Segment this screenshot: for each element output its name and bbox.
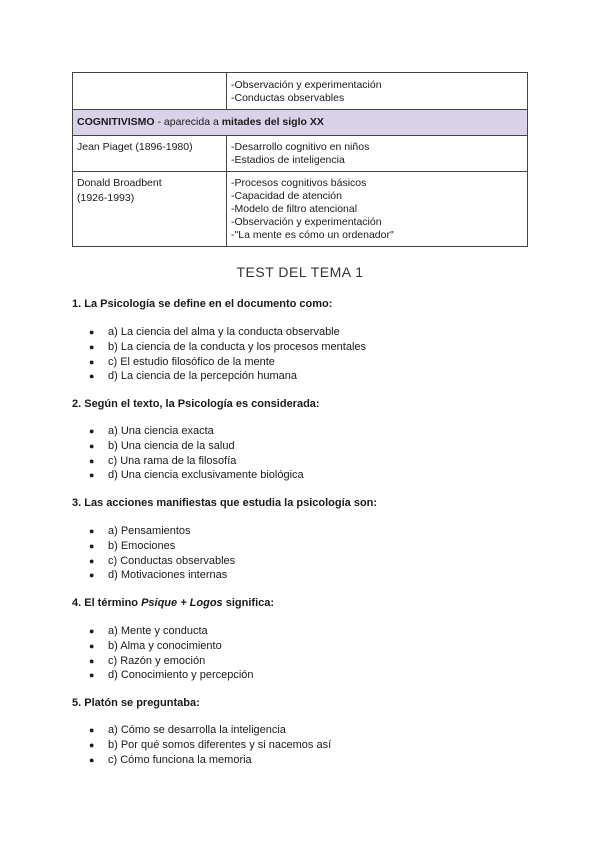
question-1: 1. La Psicología se define en el documento como: (72, 298, 333, 310)
section-header-cell (73, 110, 528, 136)
question-4-suffix: significa: (222, 597, 275, 609)
table-item: -Desarrollo cognitivo en niños (231, 141, 370, 153)
option-text: a) Mente y conducta (108, 625, 208, 637)
option-text: a) Cómo se desarrolla la inteligencia (108, 724, 286, 736)
option-item (72, 568, 235, 583)
question-1-options (72, 325, 366, 384)
bullet-icon: ● (89, 626, 95, 636)
option-item (72, 639, 254, 654)
question-4-prefix: 4. El término (72, 597, 142, 609)
question-5: 5. Platón se preguntaba: (72, 697, 200, 709)
question-4 (72, 597, 274, 609)
bullet-icon: ● (89, 739, 95, 750)
bullet-icon: ● (89, 440, 95, 451)
question-2-options (72, 424, 304, 483)
option-item (72, 654, 254, 669)
question-5-options (72, 723, 331, 767)
table-item: -Modelo de filtro atencional (231, 203, 358, 215)
option-text: b) Por qué somos diferentes y si nacemos así (108, 738, 332, 751)
option-item (72, 468, 304, 483)
question-2: 2. Según el texto, la Psicología es considerada: (72, 398, 320, 410)
option-text: b) Una ciencia de la salud (108, 439, 235, 452)
option-item (72, 439, 304, 454)
authors-table (72, 72, 528, 247)
bullet-icon: ● (89, 670, 95, 681)
table-item: -Observación y experimentación (231, 79, 382, 91)
section-tail: mitades del siglo XX (221, 116, 324, 128)
bullet-icon: ● (89, 655, 95, 666)
table-cell-empty (73, 73, 227, 110)
option-text: c) El estudio filosófico de la mente (108, 355, 275, 368)
option-text: b) Emociones (108, 539, 176, 552)
bullet-icon: ● (89, 426, 95, 436)
option-item (72, 454, 304, 469)
bullet-icon: ● (89, 371, 95, 382)
question-3-options (72, 524, 235, 583)
table-row (73, 172, 528, 247)
option-text: a) La ciencia del alma y la conducta observable (108, 326, 340, 338)
option-text: d) Motivaciones internas (108, 569, 228, 582)
option-text: b) Alma y conocimiento (108, 639, 222, 652)
option-item (72, 738, 331, 753)
option-item (72, 355, 366, 370)
bullet-icon: ● (89, 640, 95, 651)
bullet-icon: ● (89, 356, 95, 367)
author-cell (73, 136, 227, 172)
option-item (72, 624, 254, 639)
author-name: Donald Broadbent (77, 177, 162, 189)
bullet-icon: ● (89, 455, 95, 466)
bullet-icon: ● (89, 526, 95, 536)
bullet-icon: ● (89, 754, 95, 765)
option-item (72, 340, 366, 355)
table-item: -Observación y experimentación (231, 216, 382, 228)
author-cell (73, 172, 227, 247)
bullet-icon: ● (89, 570, 95, 581)
option-text: c) Conductas observables (108, 554, 236, 567)
table-row (73, 73, 528, 110)
option-item (72, 753, 331, 768)
table-item: -"La mente es cómo un ordenador" (231, 229, 394, 241)
option-item (72, 723, 331, 738)
bullet-icon: ● (89, 555, 95, 566)
option-text: a) Pensamientos (108, 525, 191, 537)
section-middle: - aparecida a (154, 116, 222, 128)
question-4-term: Psique + Logos (141, 597, 223, 609)
table-cell-items (227, 172, 528, 247)
section-name: COGNITIVISMO (77, 116, 155, 128)
option-item (72, 325, 366, 340)
option-text: d) Una ciencia exclusivamente biológica (108, 469, 304, 482)
table-item: -Procesos cognitivos básicos (231, 177, 367, 189)
bullet-icon: ● (89, 341, 95, 352)
option-text: c) Razón y emoción (108, 654, 206, 667)
question-4-options (72, 624, 254, 683)
option-item (72, 424, 304, 439)
author-name: Jean Piaget (1896-1980) (77, 141, 193, 153)
table-row (73, 136, 528, 172)
table-item: -Estadios de inteligencia (231, 154, 345, 166)
question-3: 3. Las acciones manifiestas que estudia la psicología son: (72, 497, 378, 509)
option-text: a) Una ciencia exacta (108, 425, 214, 437)
section-header-row (73, 110, 528, 136)
test-title: TEST DEL TEMA 1 (236, 264, 364, 280)
option-item (72, 369, 366, 384)
table-item: -Conductas observables (231, 92, 345, 104)
option-item (72, 554, 235, 569)
option-item (72, 539, 235, 554)
table-cell-items (227, 136, 528, 172)
option-item (72, 524, 235, 539)
bullet-icon: ● (89, 540, 95, 551)
bullet-icon: ● (89, 725, 95, 735)
table-item: -Capacidad de atención (231, 190, 342, 202)
option-text: d) Conocimiento y percepción (108, 669, 254, 682)
option-text: c) Una rama de la filosofía (108, 454, 237, 467)
bullet-icon: ● (89, 327, 95, 337)
option-item (72, 668, 254, 683)
option-text: b) La ciencia de la conducta y los procesos mentales (108, 340, 367, 353)
author-years: (1926-1993) (77, 192, 135, 204)
option-text: d) La ciencia de la percepción humana (108, 370, 297, 383)
bullet-icon: ● (89, 470, 95, 481)
option-text: c) Cómo funciona la memoria (108, 753, 252, 766)
table-cell-items (227, 73, 528, 110)
